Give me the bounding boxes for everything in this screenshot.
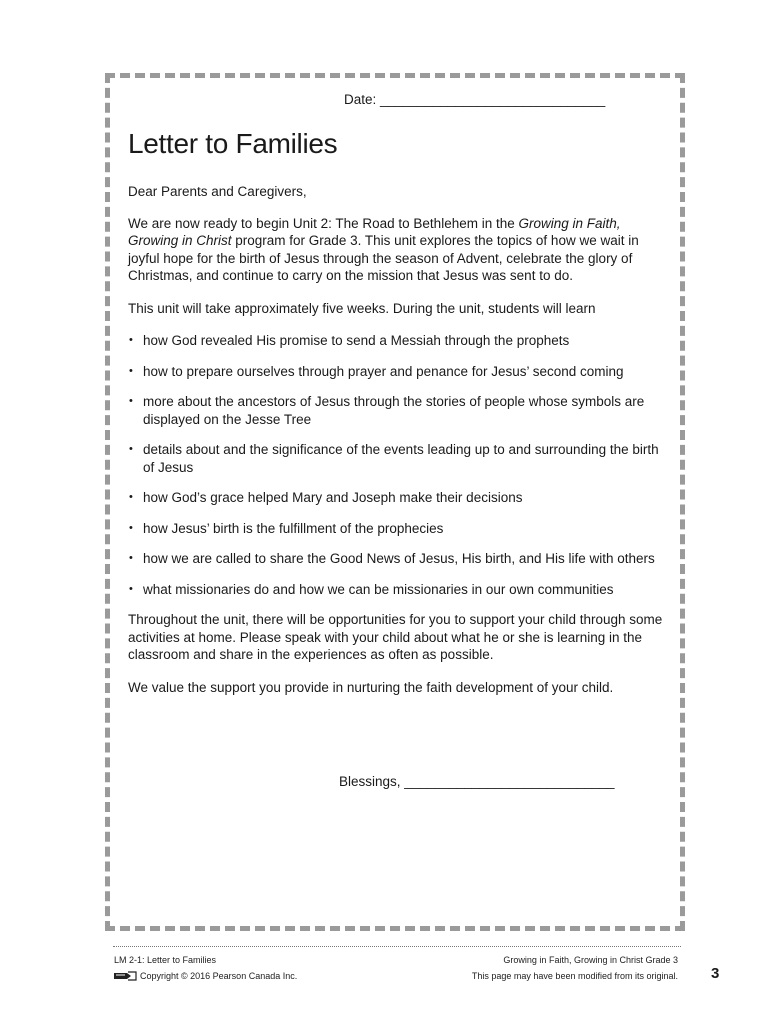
- publisher-logo-icon: [113, 968, 137, 986]
- list-item: • more about the ancestors of Jesus through the stories of people whose symbols are displayed on the Jesse Tree: [128, 393, 668, 428]
- page-title: Letter to Families: [128, 128, 338, 159]
- list-item: • how God’s grace helped Mary and Joseph make their decisions: [128, 489, 668, 507]
- lesson-code: LM 2-1: Letter to Families: [114, 955, 217, 965]
- list-item: • how God revealed His promise to send a Messiah through the prophets: [128, 332, 668, 350]
- list-item: • what missionaries do and how we can be missionaries in our own communities: [128, 581, 668, 599]
- duration-paragraph: This unit will take approximately five weeks. During the unit, students will learn: [128, 300, 596, 316]
- support-paragraph: Throughout the unit, there will be opportunities for you to support your child through some activities at home. Please speak with your child about what he or she is learning in the classroom and share in the experiences as often as possible.: [128, 612, 663, 662]
- program-grade: Growing in Faith, Growing in Christ Grade 3: [503, 955, 678, 965]
- date-field: Date: ______________________________: [344, 92, 606, 107]
- letter-body: [128, 183, 668, 711]
- list-item: • how Jesus’ birth is the fulfillment of the prophecies: [128, 520, 668, 538]
- intro-paragraph: [128, 215, 668, 285]
- list-item: • how to prepare ourselves through prayer and penance for Jesus’ second coming: [128, 363, 668, 381]
- intro-text-2: program for Grade 3. This unit explores the topics of how we wait in joyful hope for the birth of Jesus through the season of Advent, celebrate the glory of Christmas, and continue to carry on the mission that Jesus was sent to do.: [128, 233, 639, 283]
- list-item: • how we are called to share the Good News of Jesus, His birth, and His life with others: [128, 550, 668, 568]
- list-item: • details about and the significance of the events leading up to and surrounding the birth of Jesus: [128, 441, 668, 476]
- greeting: Dear Parents and Caregivers,: [128, 184, 307, 199]
- footer-divider: [113, 946, 681, 947]
- learning-list: [128, 332, 668, 598]
- copyright-notice: Copyright © 2016 Pearson Canada Inc.: [140, 971, 298, 981]
- program-name: Growing in Faith, Growing in Christ: [128, 215, 621, 248]
- value-paragraph: We value the support you provide in nurturing the faith development of your child.: [128, 679, 614, 695]
- signature-line: Blessings, ____________________________: [339, 774, 615, 789]
- modification-notice: This page may have been modified from its original.: [471, 971, 678, 981]
- page-number: 3: [711, 965, 720, 982]
- intro-text-1: We are now ready to begin Unit 2: The Road to Bethlehem in the: [128, 215, 519, 231]
